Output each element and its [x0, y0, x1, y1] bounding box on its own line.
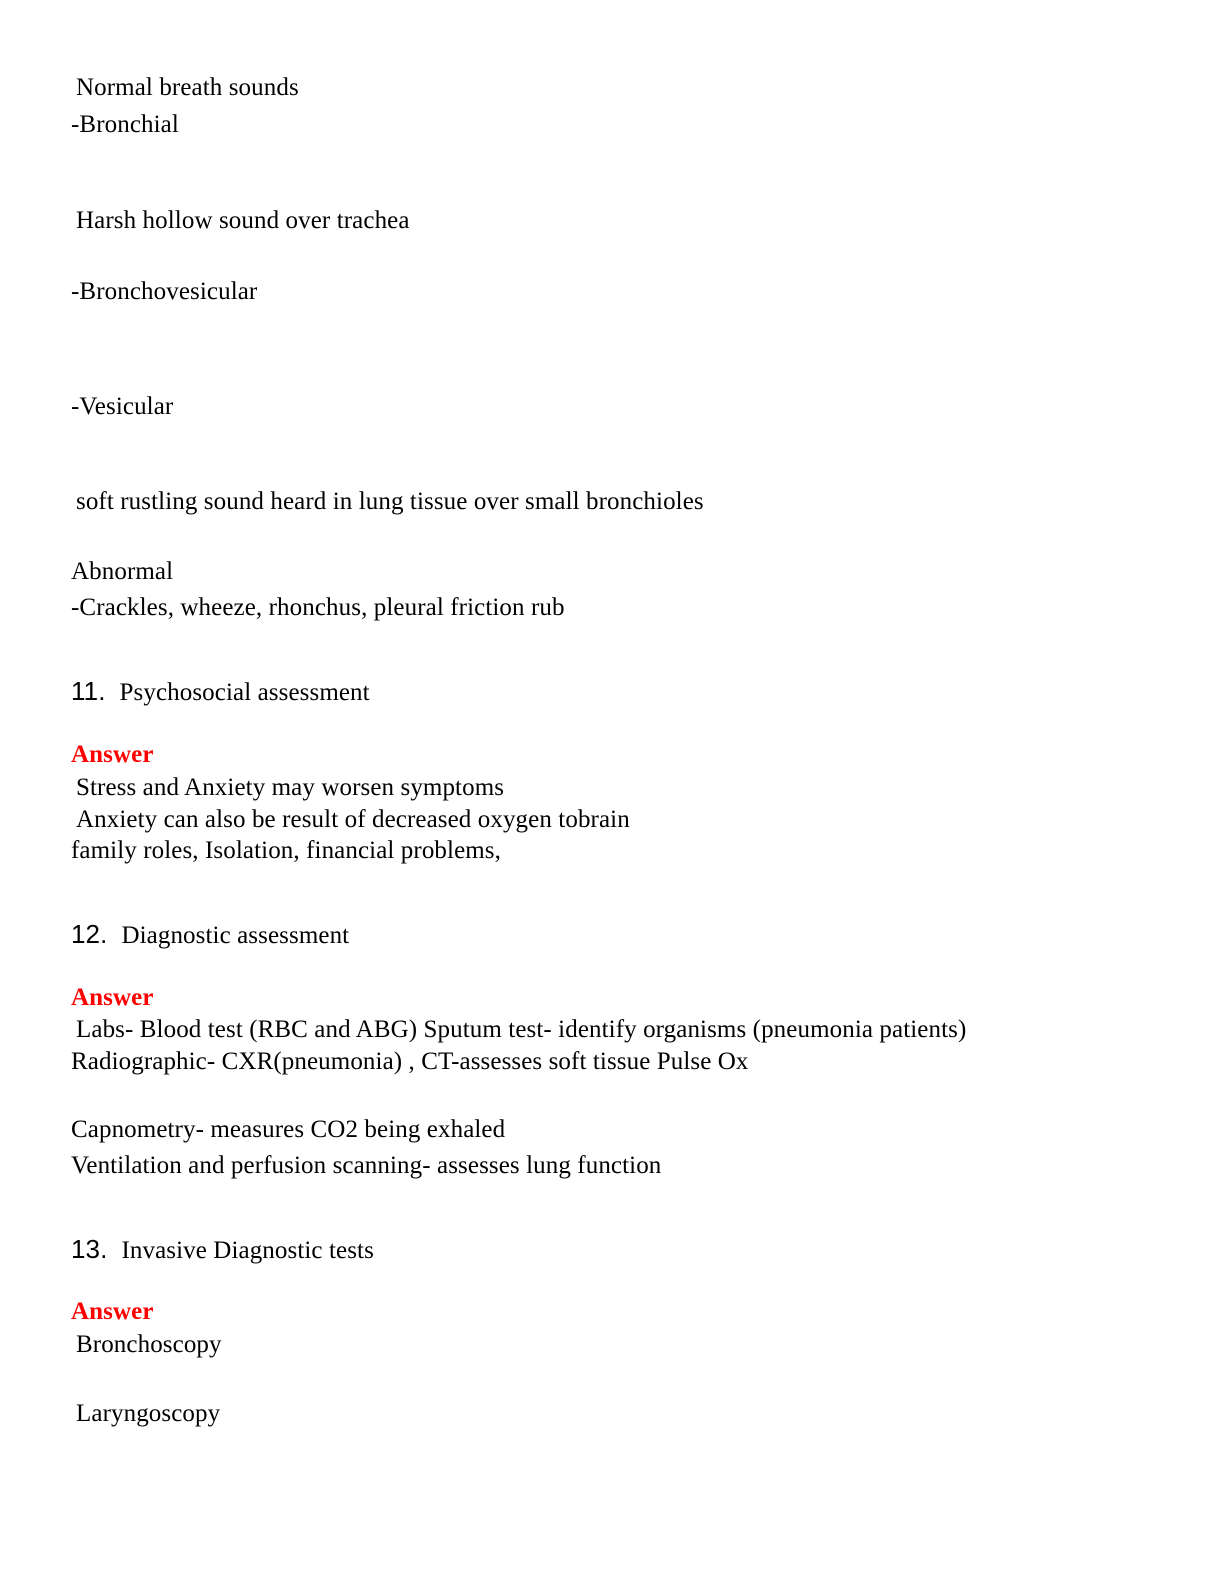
- answer-line: Radiographic- CXR(pneumonia) , CT-assesses soft tissue Pulse Ox: [71, 1048, 749, 1075]
- answer-label: Answer: [71, 984, 154, 1011]
- question-title: Psychosocial assessment: [119, 679, 370, 706]
- bronchial-label: -Bronchial: [71, 111, 179, 138]
- answer-line: Labs- Blood test (RBC and ABG) Sputum test- identify organisms (pneumonia patients): [76, 1016, 967, 1043]
- vesicular-description: soft rustling sound heard in lung tissue over small bronchioles: [76, 488, 704, 515]
- answer-line: family roles, Isolation, financial problems,: [71, 837, 501, 864]
- question-13-heading: [71, 1234, 374, 1266]
- question-number: 12.: [71, 919, 108, 949]
- question-title: Diagnostic assessment: [121, 922, 350, 949]
- question-11-heading: [71, 676, 370, 708]
- answer-line: Capnometry- measures CO2 being exhaled: [71, 1116, 506, 1143]
- answer-line: Anxiety can also be result of decreased oxygen tobrain: [76, 806, 630, 833]
- answer-label: Answer: [71, 1298, 154, 1325]
- answer-line: Ventilation and perfusion scanning- assesses lung function: [71, 1152, 662, 1179]
- answer-line: Stress and Anxiety may worsen symptoms: [76, 774, 505, 801]
- question-number: 11.: [71, 676, 106, 706]
- answer-label: Answer: [71, 741, 154, 768]
- abnormal-sounds-list: -Crackles, wheeze, rhonchus, pleural friction rub: [71, 594, 565, 621]
- answer-line: Laryngoscopy: [76, 1400, 221, 1427]
- vesicular-label: -Vesicular: [71, 393, 174, 420]
- question-12-heading: [71, 919, 349, 951]
- bronchovesicular-label: -Bronchovesicular: [71, 278, 258, 305]
- question-title: Invasive Diagnostic tests: [121, 1237, 374, 1264]
- question-number: 13.: [71, 1234, 108, 1264]
- bronchial-description: Harsh hollow sound over trachea: [76, 207, 410, 234]
- abnormal-heading: Abnormal: [71, 558, 174, 585]
- normal-breath-sounds-heading: Normal breath sounds: [76, 74, 299, 101]
- answer-line: Bronchoscopy: [76, 1331, 222, 1358]
